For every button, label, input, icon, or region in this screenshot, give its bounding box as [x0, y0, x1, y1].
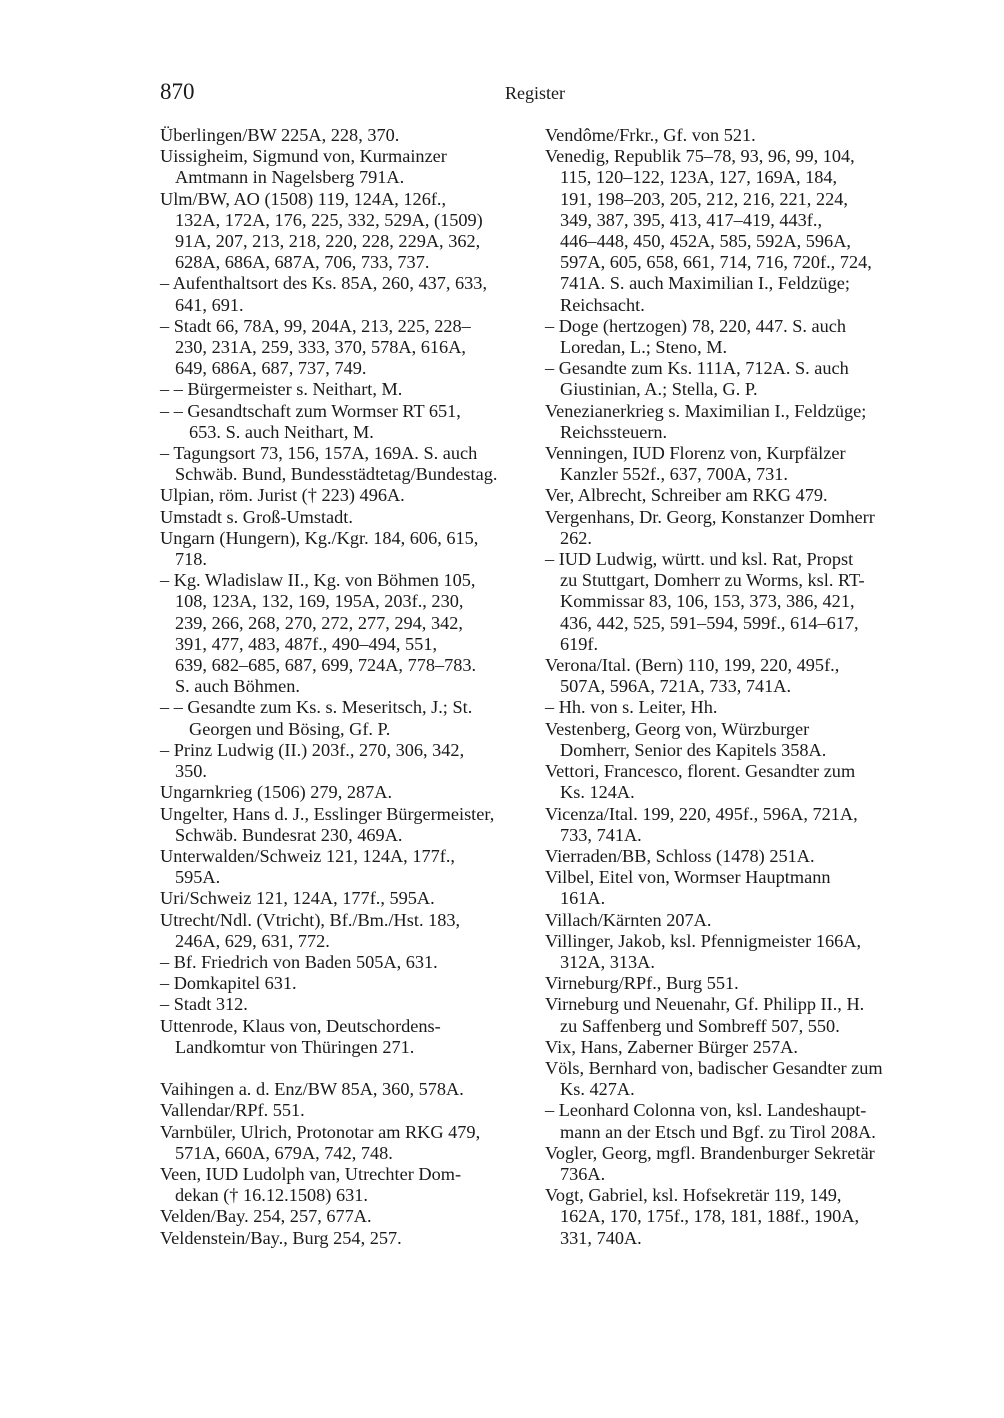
- entry-continuation-line: Reichssteuern.: [560, 421, 668, 442]
- index-entry: [160, 782, 532, 803]
- index-entry: [545, 931, 917, 973]
- entry-heading-line: – – Bürgermeister s. Neithart, M.: [160, 379, 403, 400]
- index-entry: [545, 973, 917, 994]
- index-entry: [160, 910, 532, 952]
- index-entry: [160, 507, 532, 528]
- entry-continuation-line: 436, 442, 525, 591–594, 599f., 614–617,: [560, 612, 859, 633]
- index-entry: [160, 443, 532, 485]
- entry-heading-line: – Aufenthaltsort des Ks. 85A, 260, 437, 633,: [160, 273, 488, 294]
- index-entry: [160, 401, 532, 443]
- entry-continuation-line: 741A. S. auch Maximilian I., Feldzüge;: [560, 273, 850, 294]
- index-entry: [545, 761, 917, 803]
- entry-continuation-line: 571A, 660A, 679A, 742, 748.: [175, 1142, 393, 1163]
- entry-heading-line: Vicenza/Ital. 199, 220, 495f., 596A, 721A,: [545, 803, 858, 824]
- index-entry: [160, 379, 532, 400]
- index-entry: [545, 804, 917, 846]
- entry-heading-line: Ungelter, Hans d. J., Esslinger Bürgermeister,: [160, 803, 495, 824]
- index-entry: [160, 1206, 532, 1227]
- index-entry: [545, 507, 917, 549]
- entry-heading-line: – Kg. Wladislaw II., Kg. von Böhmen 105,: [160, 570, 476, 591]
- index-entry: [160, 146, 532, 188]
- index-entry: [160, 1016, 532, 1058]
- index-entry: [545, 316, 917, 358]
- entry-continuation-line: 91A, 207, 213, 218, 220, 228, 229A, 362,: [175, 231, 481, 252]
- entry-heading-line: Ungarnkrieg (1506) 279, 287A.: [160, 782, 393, 803]
- entry-continuation-line: 595A.: [175, 867, 221, 888]
- index-entry: [545, 358, 917, 400]
- index-entry: [160, 804, 532, 846]
- entry-continuation-line: mann an der Etsch und Bgf. zu Tirol 208A.: [560, 1121, 876, 1142]
- entry-continuation-line: 162A, 170, 175f., 178, 181, 188f., 190A,: [560, 1206, 860, 1227]
- entry-continuation-line: 639, 682–685, 687, 699, 724A, 778–783.: [175, 655, 477, 676]
- entry-heading-line: Vogt, Gabriel, ksl. Hofsekretär 119, 149,: [545, 1185, 842, 1206]
- entry-continuation-line: zu Stuttgart, Domherr zu Worms, ksl. RT-: [560, 570, 865, 591]
- section-spacer: [160, 1058, 532, 1079]
- entry-heading-line: – Hh. von s. Leiter, Hh.: [545, 697, 718, 718]
- index-entry: [545, 1185, 917, 1249]
- entry-heading-line: Ungarn (Hungern), Kg./Kgr. 184, 606, 615,: [160, 527, 479, 548]
- index-entry: [160, 570, 532, 697]
- entry-heading-line: – Stadt 66, 78A, 99, 204A, 213, 225, 228–: [160, 315, 471, 336]
- entry-continuation-line: S. auch Böhmen.: [175, 676, 300, 697]
- entry-continuation-line: Loredan, L.; Steno, M.: [560, 337, 728, 358]
- index-entry: [545, 146, 917, 316]
- entry-heading-line: Überlingen/BW 225A, 228, 370.: [160, 125, 400, 145]
- index-entry: [160, 697, 532, 739]
- entry-continuation-line: Ks. 124A.: [560, 782, 635, 803]
- entry-continuation-line: 161A.: [560, 888, 606, 909]
- entry-heading-line: Varnbüler, Ulrich, Protonotar am RKG 479,: [160, 1121, 481, 1142]
- entry-heading-line: Vettori, Francesco, florent. Gesandter zum: [545, 761, 856, 782]
- index-entry: [545, 485, 917, 506]
- index-entry: [160, 1164, 532, 1206]
- entry-continuation-line: 733, 741A.: [560, 824, 642, 845]
- index-entry: [545, 910, 917, 931]
- entry-continuation-line: Schwäb. Bundesrat 230, 469A.: [175, 824, 403, 845]
- entry-heading-line: Vilbel, Eitel von, Wormser Hauptmann: [545, 867, 831, 888]
- index-entry: [545, 125, 917, 146]
- index-entry: [545, 1100, 917, 1142]
- index-entry: [545, 697, 917, 718]
- index-entry: [160, 1122, 532, 1164]
- entry-continuation-line: 507A, 596A, 721A, 733, 741A.: [560, 676, 792, 697]
- entry-heading-line: Ver, Albrecht, Schreiber am RKG 479.: [545, 485, 828, 506]
- entry-heading-line: – IUD Ludwig, württ. und ksl. Rat, Propst: [545, 549, 854, 570]
- entry-continuation-line: 736A.: [560, 1163, 606, 1184]
- index-entry: [545, 655, 917, 697]
- entry-continuation-line: Landkomtur von Thüringen 271.: [175, 1036, 415, 1057]
- entry-heading-line: – – Gesandtschaft zum Wormser RT 651,: [160, 400, 461, 421]
- index-entry: [160, 1228, 532, 1249]
- entry-continuation-line: 446–448, 450, 452A, 585, 592A, 596A,: [560, 231, 851, 252]
- entry-heading-line: Vaihingen a. d. Enz/BW 85A, 360, 578A.: [160, 1079, 464, 1100]
- entry-continuation-line: 191, 198–203, 205, 212, 216, 221, 224,: [560, 188, 848, 209]
- entry-heading-line: Utrecht/Ndl. (Vtricht), Bf./Bm./Hst. 183,: [160, 909, 461, 930]
- entry-heading-line: Vogler, Georg, mgfl. Brandenburger Sekretär: [545, 1142, 875, 1163]
- entry-heading-line: Ulm/BW, AO (1508) 119, 124A, 126f.,: [160, 188, 447, 209]
- index-entry: [545, 1037, 917, 1058]
- entry-continuation-line: dekan († 16.12.1508) 631.: [175, 1185, 368, 1206]
- page-number: 870: [160, 79, 195, 104]
- index-entry: [160, 189, 532, 274]
- entry-continuation-line: 619f.: [560, 633, 599, 654]
- entry-heading-line: Unterwalden/Schweiz 121, 124A, 177f.,: [160, 845, 455, 866]
- index-entry: [160, 125, 532, 146]
- entry-continuation-line: 108, 123A, 132, 169, 195A, 203f., 230,: [175, 591, 464, 612]
- entry-heading-line: – – Gesandte zum Ks. s. Meseritsch, J.; St.: [160, 697, 473, 718]
- entry-continuation-line: 262.: [560, 527, 592, 548]
- index-entry: [545, 867, 917, 909]
- entry-continuation-line: 641, 691.: [175, 294, 244, 315]
- entry-continuation-line: 391, 477, 483, 487f., 490–494, 551,: [175, 633, 438, 654]
- index-column-right: [545, 125, 917, 1249]
- entry-heading-line: Vierraden/BB, Schloss (1478) 251A.: [545, 845, 815, 866]
- entry-continuation-line: Domherr, Senior des Kapitels 358A.: [560, 739, 827, 760]
- entry-heading-line: Vestenberg, Georg von, Würzburger: [545, 718, 810, 739]
- entry-heading-line: – Tagungsort 73, 156, 157A, 169A. S. auch: [160, 443, 478, 464]
- index-entry: [160, 1100, 532, 1121]
- entry-heading-line: – Stadt 312.: [160, 994, 248, 1015]
- entry-heading-line: Venezianerkrieg s. Maximilian I., Feldzüge;: [545, 400, 867, 421]
- entry-heading-line: Virneburg und Neuenahr, Gf. Philipp II., H.: [545, 994, 865, 1015]
- entry-heading-line: Völs, Bernhard von, badischer Gesandter zum: [545, 1057, 883, 1078]
- entry-heading-line: Umstadt s. Groß-Umstadt.: [160, 506, 353, 527]
- entry-continuation-line: Kanzler 552f., 637, 700A, 731.: [560, 464, 788, 485]
- entry-heading-line: Uissigheim, Sigmund von, Kurmainzer: [160, 146, 447, 167]
- index-entry: [160, 485, 532, 506]
- entry-heading-line: Vergenhans, Dr. Georg, Konstanzer Domherr: [545, 506, 875, 527]
- entry-continuation-line: Amtmann in Nagelsberg 791A.: [175, 167, 405, 188]
- entry-continuation-line: 230, 231A, 259, 333, 370, 578A, 616A,: [175, 337, 466, 358]
- index-entry: [545, 443, 917, 485]
- entry-continuation-line: Georgen und Bösing, Gf. P.: [189, 718, 391, 739]
- entry-continuation-line: 649, 686A, 687, 737, 749.: [175, 358, 367, 379]
- entry-heading-line: Vallendar/RPf. 551.: [160, 1100, 305, 1121]
- index-entry: [545, 401, 917, 443]
- index-entry: [160, 740, 532, 782]
- entry-heading-line: – Bf. Friedrich von Baden 505A, 631.: [160, 951, 438, 972]
- index-entry: [545, 549, 917, 655]
- entry-continuation-line: Ks. 427A.: [560, 1079, 635, 1100]
- entry-continuation-line: 653. S. auch Neithart, M.: [189, 421, 374, 442]
- entry-continuation-line: 115, 120–122, 123A, 127, 169A, 184,: [560, 167, 838, 188]
- index-entry: [545, 994, 917, 1036]
- entry-heading-line: – Gesandte zum Ks. 111A, 712A. S. auch: [545, 358, 849, 379]
- entry-continuation-line: 718.: [175, 549, 207, 570]
- entry-heading-line: Veen, IUD Ludolph van, Utrechter Dom-: [160, 1163, 462, 1184]
- entry-continuation-line: zu Saffenberg und Sombreff 507, 550.: [560, 1015, 840, 1036]
- entry-continuation-line: 331, 740A.: [560, 1227, 642, 1248]
- entry-continuation-line: 246A, 629, 631, 772.: [175, 930, 330, 951]
- entry-heading-line: Veldenstein/Bay., Burg 254, 257.: [160, 1227, 402, 1248]
- index-entry: [160, 973, 532, 994]
- entry-continuation-line: Reichsacht.: [560, 294, 645, 315]
- entry-continuation-line: 350.: [175, 761, 207, 782]
- entry-heading-line: – Domkapitel 631.: [160, 973, 297, 994]
- entry-continuation-line: Kommissar 83, 106, 153, 373, 386, 421,: [560, 591, 855, 612]
- entry-heading-line: Velden/Bay. 254, 257, 677A.: [160, 1206, 372, 1227]
- entry-continuation-line: 132A, 172A, 176, 225, 332, 529A, (1509): [175, 209, 483, 230]
- entry-heading-line: Vendôme/Frkr., Gf. von 521.: [545, 125, 756, 145]
- entry-heading-line: Venedig, Republik 75–78, 93, 96, 99, 104,: [545, 146, 855, 167]
- entry-continuation-line: Giustinian, A.; Stella, G. P.: [560, 379, 758, 400]
- index-entry: [160, 273, 532, 315]
- entry-heading-line: Ulpian, röm. Jurist († 223) 496A.: [160, 485, 405, 506]
- entry-heading-line: – Prinz Ludwig (II.) 203f., 270, 306, 342,: [160, 739, 465, 760]
- entry-heading-line: Virneburg/RPf., Burg 551.: [545, 973, 739, 994]
- entry-continuation-line: 239, 266, 268, 270, 272, 277, 294, 342,: [175, 612, 463, 633]
- index-entry: [160, 888, 532, 909]
- entry-heading-line: Uttenrode, Klaus von, Deutschordens-: [160, 1015, 441, 1036]
- index-entry: [545, 846, 917, 867]
- entry-continuation-line: 349, 387, 395, 413, 417–419, 443f.,: [560, 209, 823, 230]
- entry-heading-line: Venningen, IUD Florenz von, Kurpfälzer: [545, 443, 846, 464]
- entry-heading-line: Uri/Schweiz 121, 124A, 177f., 595A.: [160, 888, 435, 909]
- entry-heading-line: Villach/Kärnten 207A.: [545, 909, 712, 930]
- index-entry: [545, 1058, 917, 1100]
- entry-continuation-line: 628A, 686A, 687A, 706, 733, 737.: [175, 252, 430, 273]
- index-entry: [545, 1143, 917, 1185]
- entry-continuation-line: 312A, 313A.: [560, 951, 655, 972]
- entry-continuation-line: Schwäb. Bund, Bundesstädtetag/Bundestag.: [175, 464, 498, 485]
- entry-heading-line: Verona/Ital. (Bern) 110, 199, 220, 495f.,: [545, 655, 840, 676]
- index-entry: [160, 994, 532, 1015]
- index-entry: [160, 316, 532, 380]
- running-title: Register: [505, 83, 565, 103]
- index-entry: [160, 846, 532, 888]
- index-column-left: [160, 125, 532, 1249]
- entry-heading-line: – Leonhard Colonna von, ksl. Landeshaupt-: [545, 1100, 867, 1121]
- index-entry: [160, 952, 532, 973]
- entry-heading-line: – Doge (hertzogen) 78, 220, 447. S. auch: [545, 315, 847, 336]
- entry-heading-line: Vix, Hans, Zaberner Bürger 257A.: [545, 1036, 798, 1057]
- entry-heading-line: Villinger, Jakob, ksl. Pfennigmeister 166A,: [545, 930, 862, 951]
- index-entry: [160, 1079, 532, 1100]
- index-entry: [160, 528, 532, 570]
- entry-continuation-line: 597A, 605, 658, 661, 714, 716, 720f., 724,: [560, 252, 872, 273]
- index-entry: [545, 719, 917, 761]
